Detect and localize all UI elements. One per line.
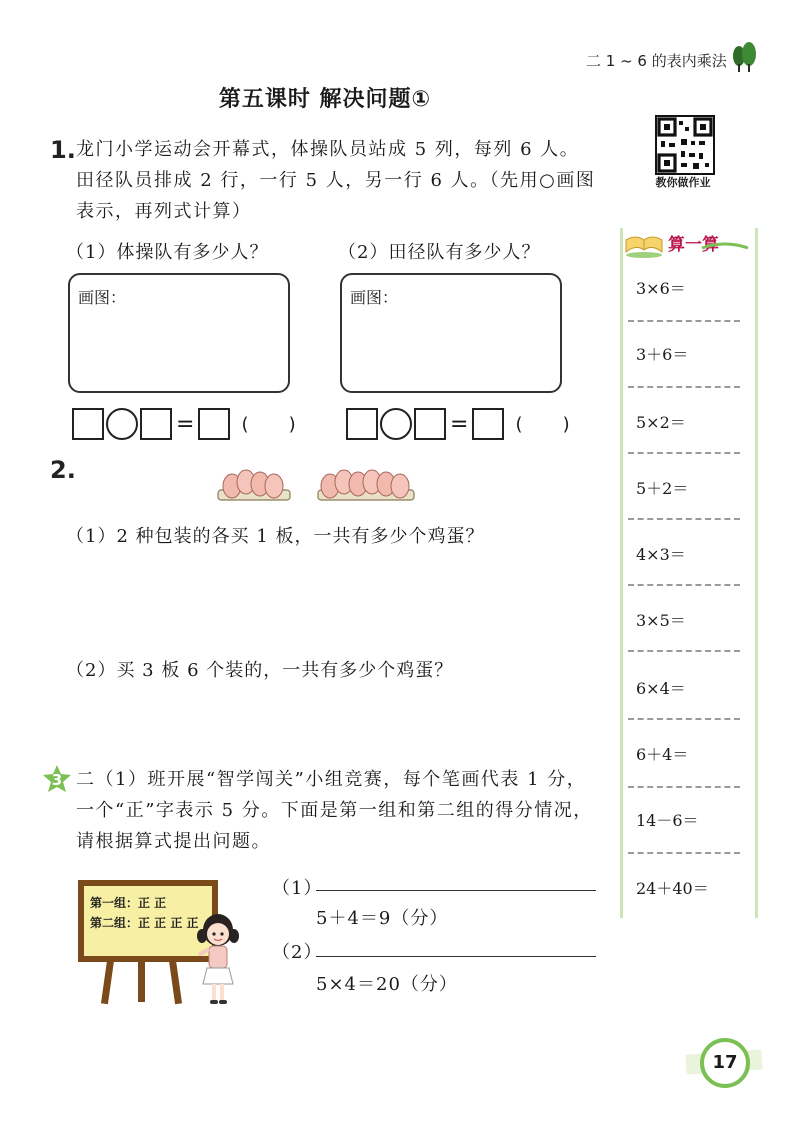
- drawing-box-label: 画图：: [78, 288, 127, 307]
- answer-line-1[interactable]: [316, 890, 596, 891]
- answer-box[interactable]: [346, 408, 378, 440]
- tree-icon: [730, 40, 758, 74]
- chapter-header: 二 1 ~ 6 的表内乘法: [586, 52, 727, 70]
- page-number: 17: [700, 1038, 750, 1088]
- egg-tray-6-icon: [316, 464, 416, 504]
- question-2-sub-1: （1）2 种包装的各买 1 板，一共有多少个鸡蛋？: [66, 526, 485, 547]
- answer-box[interactable]: [140, 408, 172, 440]
- score-board-line: 第二组：正 正 正 正: [90, 916, 199, 930]
- answer-dash[interactable]: [628, 718, 740, 720]
- calc-item: 6＋4＝: [636, 745, 689, 764]
- question-1-sub-2: （2）田径队有多少人？: [338, 242, 541, 263]
- calc-item: 6×4＝: [636, 679, 686, 698]
- question-3-text: [76, 764, 593, 857]
- operator-circle[interactable]: [380, 408, 412, 440]
- unit-paren-open: (: [515, 413, 523, 435]
- question-1-line: 龙门小学运动会开幕式，体操队员站成 5 列，每列 6 人。: [76, 139, 580, 160]
- question-3-line: 二（1）班开展“智学闯关”小组竞赛，每个笔画代表 1 分，: [76, 769, 587, 790]
- question-3-line: 请根据算式提出问题。: [76, 831, 271, 852]
- calc-item: 3×6＝: [636, 279, 686, 298]
- drawing-box-1[interactable]: [68, 273, 290, 393]
- question-1-sub-1: （1）体操队有多少人？: [66, 242, 269, 263]
- question-3-line: 一个“正”字表示 5 分。下面是第一组和第二组的得分情况，: [76, 800, 593, 821]
- answer-dash[interactable]: [628, 452, 740, 454]
- answer-box[interactable]: [472, 408, 504, 440]
- answer-box[interactable]: [198, 408, 230, 440]
- answer-box[interactable]: [72, 408, 104, 440]
- question-1-text: [76, 134, 595, 227]
- board-leg: [138, 960, 145, 1002]
- equation-template-2: [346, 408, 570, 440]
- star-badge-icon: [42, 764, 72, 794]
- answer-line-2[interactable]: [316, 956, 596, 957]
- score-board-text: [90, 893, 199, 933]
- drawing-box-2[interactable]: [340, 273, 562, 393]
- calc-item: 5＋2＝: [636, 479, 689, 498]
- question-1-line: 表示，再列式计算）: [76, 201, 252, 222]
- mental-math-title: 算一算: [668, 235, 719, 255]
- answer-dash[interactable]: [628, 650, 740, 652]
- unit-paren-open: (: [241, 413, 249, 435]
- qr-code-icon[interactable]: [655, 115, 715, 175]
- egg-tray-4-icon: [216, 464, 292, 504]
- answer-box[interactable]: [414, 408, 446, 440]
- answer-dash[interactable]: [628, 584, 740, 586]
- girl-illustration-icon: [190, 908, 246, 1008]
- question-1-number: 1.: [50, 136, 76, 164]
- qr-label: 教你做作业: [655, 176, 711, 189]
- answer-dash[interactable]: [628, 320, 740, 322]
- lesson-title: 第五课时 解决问题①: [218, 87, 432, 112]
- question-3-part-1-label: （1）: [272, 878, 323, 899]
- unit-paren-close: ): [562, 413, 570, 435]
- calc-item: 3×5＝: [636, 611, 686, 630]
- question-2-sub-2: （2）买 3 板 6 个装的，一共有多少个鸡蛋？: [66, 660, 454, 681]
- calc-item: 14－6＝: [636, 811, 699, 830]
- question-3-part-1-formula: 5＋4＝9（分）: [316, 908, 449, 929]
- equation-template-1: [72, 408, 296, 440]
- unit-paren-close: ): [288, 413, 296, 435]
- board-leg: [101, 960, 114, 1005]
- answer-dash[interactable]: [628, 518, 740, 520]
- board-leg: [169, 960, 182, 1005]
- question-3-number: 3: [51, 771, 63, 789]
- question-3-part-2-label: （2）: [272, 942, 323, 963]
- question-2-number: 2.: [50, 456, 76, 484]
- answer-dash[interactable]: [628, 852, 740, 854]
- score-board-line: 第一组：正 正: [90, 896, 167, 910]
- equals-sign: =: [450, 411, 469, 437]
- answer-dash[interactable]: [628, 386, 740, 388]
- question-1-line: 田径队员排成 2 行，一行 5 人，另一行 6 人。（先用○画图: [76, 170, 596, 191]
- panel-title-underline: [700, 238, 750, 254]
- equals-sign: =: [176, 411, 195, 437]
- calc-item: 4×3＝: [636, 545, 686, 564]
- calc-item: 24＋40＝: [636, 879, 709, 898]
- question-3-part-2-formula: 5×4＝20（分）: [316, 974, 458, 995]
- operator-circle[interactable]: [106, 408, 138, 440]
- calc-item: 5×2＝: [636, 413, 686, 432]
- drawing-box-label: 画图：: [350, 288, 399, 307]
- answer-dash[interactable]: [628, 786, 740, 788]
- open-book-icon: [622, 230, 666, 260]
- calc-item: 3＋6＝: [636, 345, 689, 364]
